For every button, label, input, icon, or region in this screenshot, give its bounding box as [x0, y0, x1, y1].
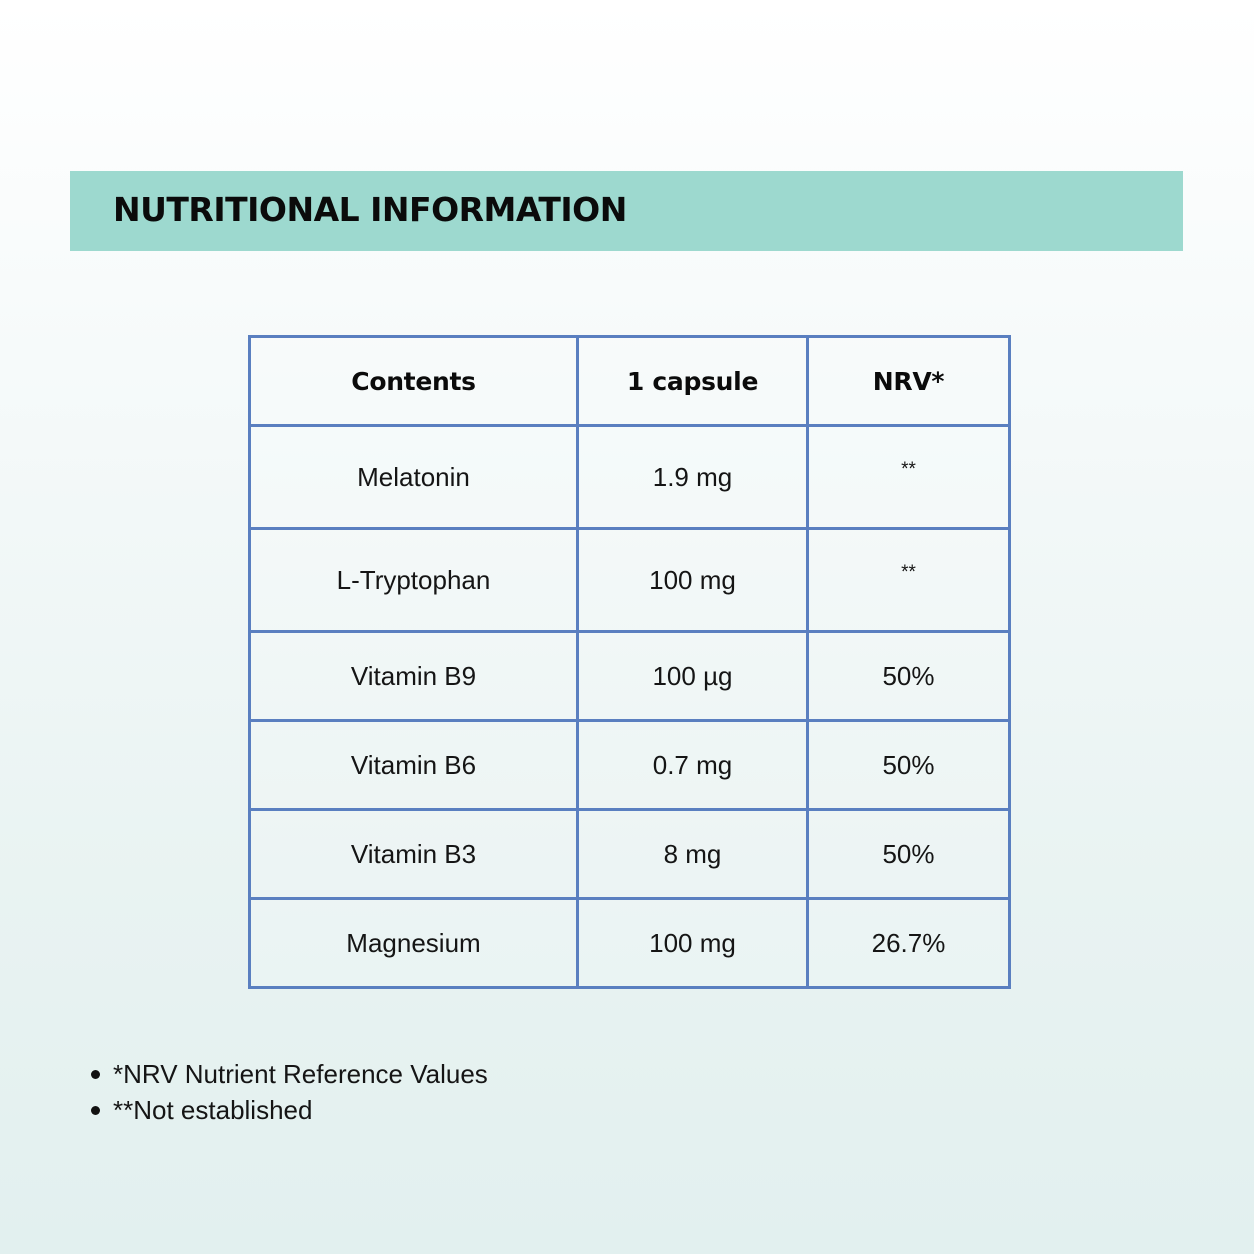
cell-amount: 100 mg [578, 529, 808, 632]
bullet-icon [91, 1106, 100, 1115]
cell-amount: 100 µg [578, 632, 808, 721]
cell-content: Vitamin B9 [250, 632, 578, 721]
table-row [250, 721, 1010, 810]
footnote-item [88, 1092, 488, 1128]
cell-amount: 100 mg [578, 899, 808, 988]
column-header-nrv: NRV* [808, 337, 1010, 426]
cell-amount: 1.9 mg [578, 426, 808, 529]
cell-nrv: 26.7% [808, 899, 1010, 988]
cell-content: Magnesium [250, 899, 578, 988]
table-row [250, 529, 1010, 632]
nutrition-table-container [248, 335, 1008, 958]
cell-amount: 8 mg [578, 810, 808, 899]
footnote-text: *NRV Nutrient Reference Values [113, 1059, 488, 1089]
cell-content: Melatonin [250, 426, 578, 529]
cell-amount: 0.7 mg [578, 721, 808, 810]
table-row [250, 632, 1010, 721]
column-header-contents: Contents [250, 337, 578, 426]
table-row [250, 899, 1010, 988]
column-header-amount: 1 capsule [578, 337, 808, 426]
table-row [250, 810, 1010, 899]
cell-content: Vitamin B6 [250, 721, 578, 810]
page-title: NUTRITIONAL INFORMATION [113, 190, 627, 229]
nutrition-table [248, 335, 1011, 989]
table-header-row [250, 337, 1010, 426]
cell-nrv: 50% [808, 810, 1010, 899]
footnote-text: **Not established [113, 1095, 313, 1125]
cell-nrv: 50% [808, 632, 1010, 721]
table-row [250, 426, 1010, 529]
cell-nrv: ** [808, 529, 1010, 632]
footnote-item [88, 1056, 488, 1092]
header-band [70, 171, 1183, 251]
cell-content: Vitamin B3 [250, 810, 578, 899]
cell-content: L-Tryptophan [250, 529, 578, 632]
bullet-icon [91, 1070, 100, 1079]
footnotes-list [88, 1056, 488, 1128]
cell-nrv: ** [808, 426, 1010, 529]
cell-nrv: 50% [808, 721, 1010, 810]
